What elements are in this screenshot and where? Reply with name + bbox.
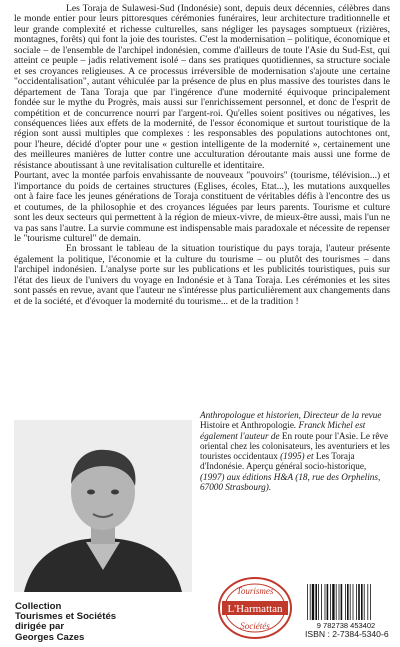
summary-paragraph-3: En brossant le tableau de la situation touristique du pays toraja, l'auteur présente également la politique, l'économie et la culture du tourisme – ou plutôt des tourismes – dans l'archipel indonésien. L'analyse porte sur les publications et les publicités touristiques, puis sur l'état des lieux de l'univers du voyage en Indonésie et à Tana Toraja. Les cérémonies et les sites sont passés en revue, avant que l'auteur ne s'intéresse plus particulièrement aux changements dans et de la société, et d'évoquer la modernité du tourisme... et de la tradition ! bbox=[14, 243, 390, 307]
barcode-bar bbox=[350, 584, 351, 620]
collection-label: Collection bbox=[15, 601, 62, 612]
barcode-bar bbox=[336, 584, 337, 620]
isbn-number: ISBN : 2-7384-5340-6 bbox=[305, 629, 389, 639]
bio-book-2: Les Toraja d'Indonésie. Aperçu général socio-historique bbox=[200, 451, 364, 472]
barcode-bar bbox=[361, 584, 363, 620]
summary-paragraph-2: Pourtant, avec la montée parfois envahissante de nouveaux "pouvoirs" (tourisme, télévision...) et l'importance du poids de certaines structures (Eglises, écoles, Etat...), les mutations auxquelles ont à faire face les jeunes générations de Toraja constituent de véritables défis à l'encontre des us et coutumes, de la philosophie et des croyances léguées par leurs parents. Tourisme et culture sont les deux secteurs qui permettent à la région de mieux-vivre, de mieux-être aussi, mais l'un ne va pas sans l'autre. La survie commune est indispensable mais paradoxale et nécessite de repenser le "tourisme culturel" de demain. bbox=[14, 170, 390, 244]
stamp-bottom-text: Sociétés bbox=[240, 621, 270, 631]
collection-directed-by: dirigée par bbox=[15, 621, 65, 633]
summary-text bbox=[14, 4, 390, 307]
barcode-digits: 9 782738 453402 bbox=[316, 621, 376, 630]
publisher-stamp-icon bbox=[216, 575, 294, 641]
bio-intro: Anthropologue et historien, Directeur de la revue bbox=[200, 410, 382, 420]
barcode-bar bbox=[332, 584, 334, 620]
barcode-bar bbox=[327, 584, 329, 620]
bio-publisher-note: , (1997) aux éditions H&A (18, rue des Orphelins, 67000 Strasbourg). bbox=[200, 461, 381, 493]
author-bio bbox=[200, 410, 390, 492]
barcode-bar bbox=[312, 584, 314, 620]
barcode-bar bbox=[310, 584, 311, 620]
bio-journal: Histoire et Anthropologie bbox=[200, 420, 294, 431]
barcode-bar bbox=[353, 584, 354, 620]
barcode-bar bbox=[339, 584, 340, 620]
collection-editor: Georges Cazes bbox=[15, 631, 85, 643]
summary-paragraph-1: Les Toraja de Sulawesi-Sud (Indonésie) sont, depuis deux décennies, célèbres dans le monde entier pour leurs pittoresques cérémonies funéraires, leur architecture traditionnelle et leur grande complexité et richesse culturelles, sans négliger les paysages somptueux (rizières, montagnes, forêts) qui font la joie des touristes. C'est la modernisation – politique, économique et sociale – de l'ensemble de l'archipel indonésien, comme d'ailleurs de toute l'Asie du Sud-Est, qui atteint ce peuple – jadis relativement isolé – dans ses pratiques quotidiennes, sa structure sociale et ses croyances religieuses. A ce processus irréversible de modernisation s'ajoute une certaine "occidentalisation", autant véhiculée par la présence de plus en plus massive des touristes dans le département de Tana Toraja que par l'ingérence d'une modernité équivoque principalement fondée sur le mythe du Progrès, mais aussi sur l'enrichissement personnel, et donc de l'esprit de compétition et de concurrence nourri par l'argent-roi. Qu'elles soient positives ou négatives, les conséquences liées aux effets de la modernité, de l'essor économique et surtout touristique de la région sont aussi multiples que complexes : les responsables des populations autochtones ont, pour l'heure, décidé d'opter pour une « gestion intelligente de la modernité », certainement une des meilleures manières de lutter contre une acculturation déroutante mais aussi une forme de résistance aboutissant à une revitalisation culturelle et identitaire. bbox=[14, 3, 390, 171]
barcode-bar bbox=[367, 584, 368, 620]
barcode-bar bbox=[325, 584, 326, 620]
barcode-bar bbox=[358, 584, 360, 620]
author-portrait-icon bbox=[14, 420, 192, 592]
barcode-bar bbox=[370, 584, 371, 620]
barcode-bar bbox=[364, 584, 365, 620]
collection-info bbox=[15, 602, 116, 643]
author-photo bbox=[14, 420, 192, 592]
barcode-bar bbox=[341, 584, 343, 620]
bio-author-of: . Franck Michel est également l'auteur de bbox=[200, 420, 366, 441]
bio-book-1: En route pour l'Asie. Le rêve oriental chez les colonisateurs, les aventuriers et les touristes occidentaux bbox=[200, 430, 390, 462]
barcode-bar bbox=[330, 584, 331, 620]
stamp-top-text: Tourismes bbox=[236, 586, 274, 596]
barcode-bar bbox=[318, 584, 319, 620]
barcode-bar bbox=[315, 584, 317, 620]
bio-book-1-year: (1995) et bbox=[277, 451, 316, 462]
collection-name: Tourismes et Sociétés bbox=[15, 611, 117, 623]
barcode-bar bbox=[356, 584, 357, 620]
stamp-brand-text: L'Harmattan bbox=[227, 603, 283, 615]
barcode-bar bbox=[345, 584, 346, 620]
barcode-bar bbox=[307, 584, 308, 620]
barcode-bar bbox=[321, 584, 322, 620]
barcode-bar bbox=[347, 584, 349, 620]
